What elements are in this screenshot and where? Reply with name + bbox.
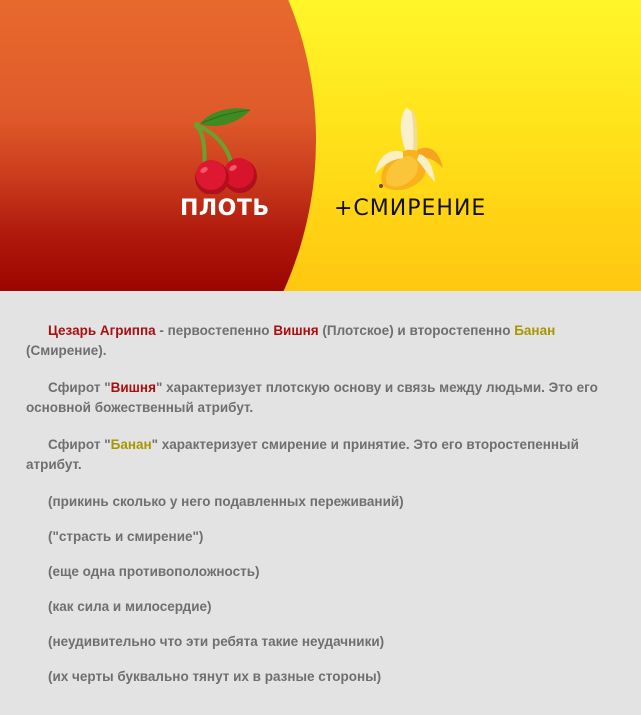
- banner: [0, 0, 641, 291]
- description: [0, 291, 641, 687]
- cherry-icon: [188, 104, 266, 194]
- red-half-disc: [0, 0, 641, 291]
- note-line: (еще одна противоположность): [48, 564, 260, 579]
- note-line: (неудивительно что эти ребята такие неудачники): [48, 634, 385, 649]
- character-name: Цезарь Агриппа: [48, 323, 156, 338]
- primary-sefirot: Вишня: [273, 323, 319, 338]
- secondary-sefirot: Банан: [514, 323, 556, 338]
- banana-icon: [373, 104, 463, 194]
- note-line: (прикинь сколько у него подавленных переживаний): [48, 494, 404, 509]
- note-line: ("страсть и смирение"): [48, 529, 204, 544]
- cherry-paragraph: Сфирот "Вишня" характеризует плотскую основу и связь между людьми. Это его основной божественный атрибут.: [26, 380, 598, 415]
- intro-paragraph: Цезарь Агриппа - первостепенно Вишня (Плотское) и второстепенно Банан (Смирение).: [26, 323, 556, 358]
- banana-word: Банан: [110, 437, 152, 452]
- flesh-label: ПЛОТЬ: [180, 196, 270, 221]
- cherry-word: Вишня: [110, 380, 156, 395]
- note-line: (как сила и милосердие): [48, 599, 212, 614]
- banana-paragraph: Сфирот "Банан" характеризует смирение и принятие. Это его второстепенный атрибут.: [26, 437, 579, 472]
- note-line: (их черты буквально тянут их в разные стороны): [48, 669, 382, 684]
- humility-label: +СМИРЕНИЕ: [334, 196, 487, 221]
